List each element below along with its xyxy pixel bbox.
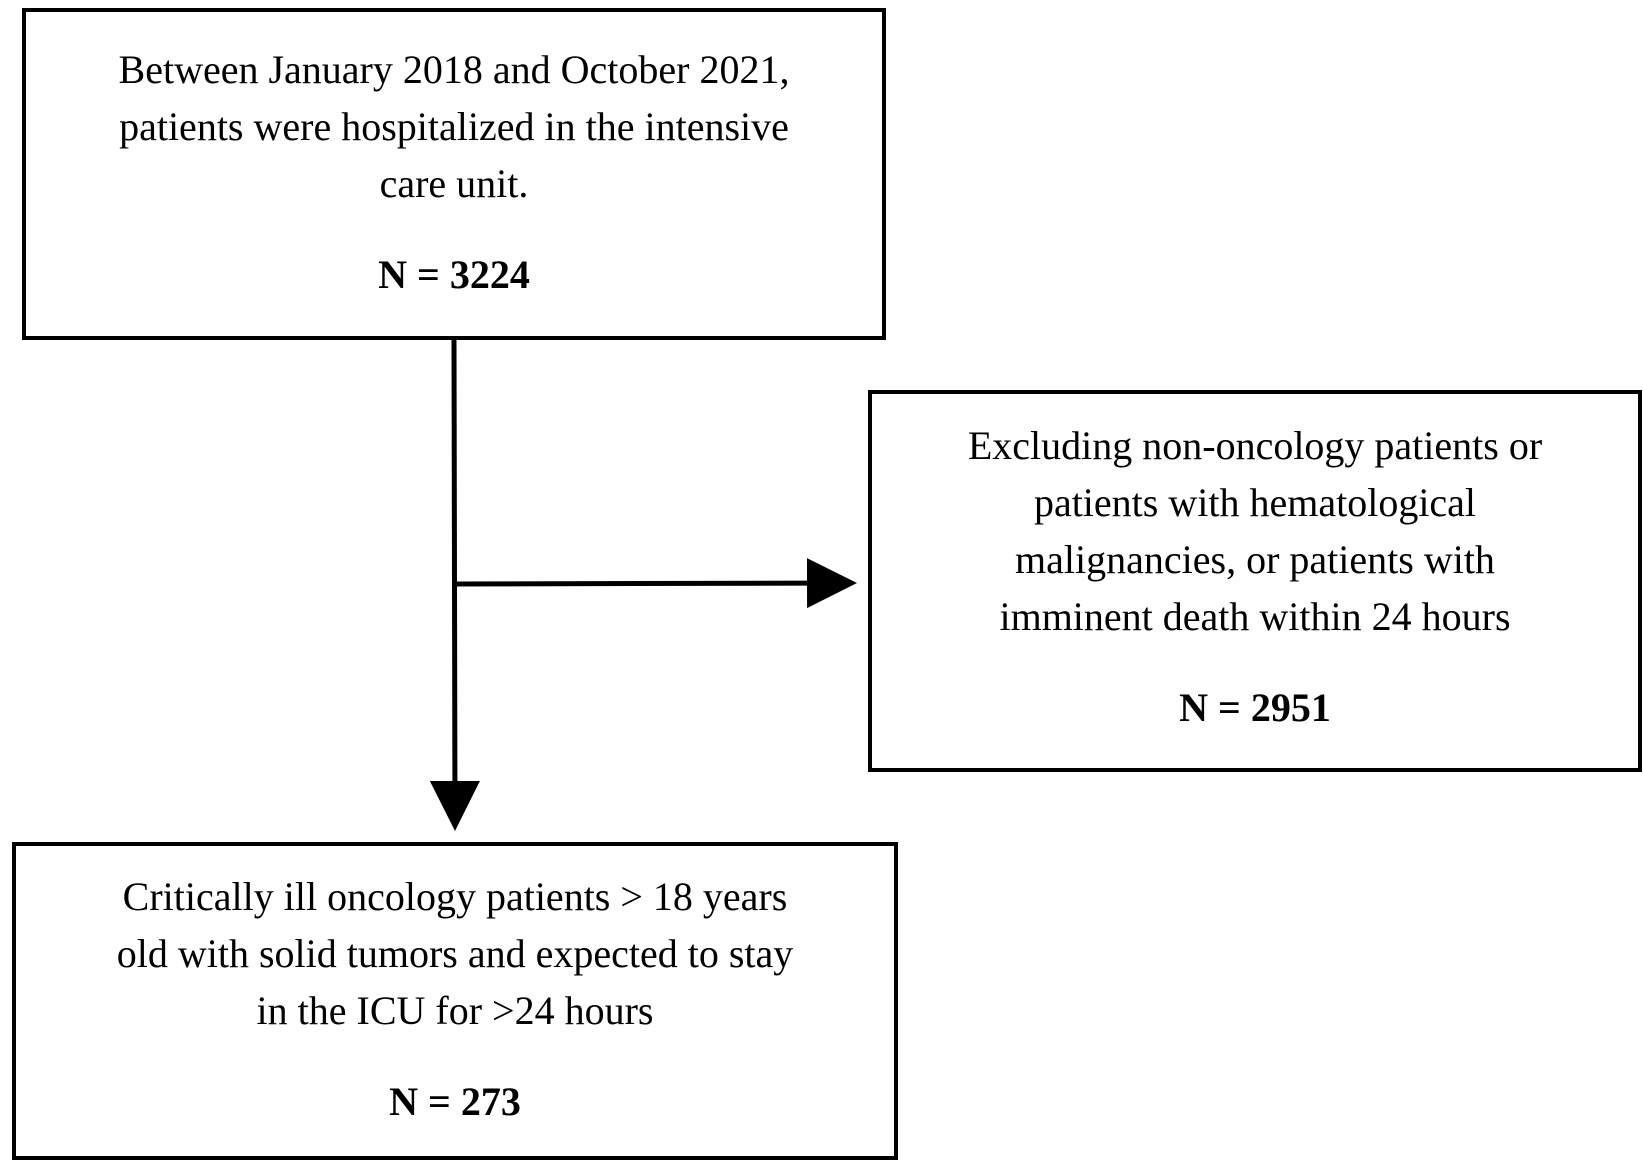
excluded-count: N = 2951 <box>1179 685 1331 730</box>
arrow-to-excluded <box>456 583 852 584</box>
screened-patients-box <box>22 8 886 340</box>
excluded-description <box>968 417 1542 645</box>
arrow-screened-to-included <box>454 340 455 826</box>
screened-count: N = 3224 <box>378 252 530 297</box>
excluded-patients-box <box>868 390 1642 772</box>
description-line: imminent death within 24 hours <box>999 594 1511 639</box>
description-line: patients with hematological <box>1033 480 1477 525</box>
included-patients-box <box>12 842 898 1160</box>
included-description <box>117 868 794 1039</box>
description-line: care unit. <box>379 161 529 206</box>
description-line: Excluding non-oncology patients or <box>967 423 1543 468</box>
description-line: patients were hospitalized in the intensive <box>119 104 789 149</box>
description-line: malignancies, or patients with <box>1015 537 1495 582</box>
description-line: in the ICU for >24 hours <box>256 988 654 1033</box>
included-count: N = 273 <box>389 1079 521 1124</box>
description-line: old with solid tumors and expected to stay <box>116 931 794 976</box>
screened-description <box>119 41 790 212</box>
description-line: Critically ill oncology patients > 18 years <box>122 874 788 919</box>
description-line: Between January 2018 and October 2021, <box>118 47 790 92</box>
